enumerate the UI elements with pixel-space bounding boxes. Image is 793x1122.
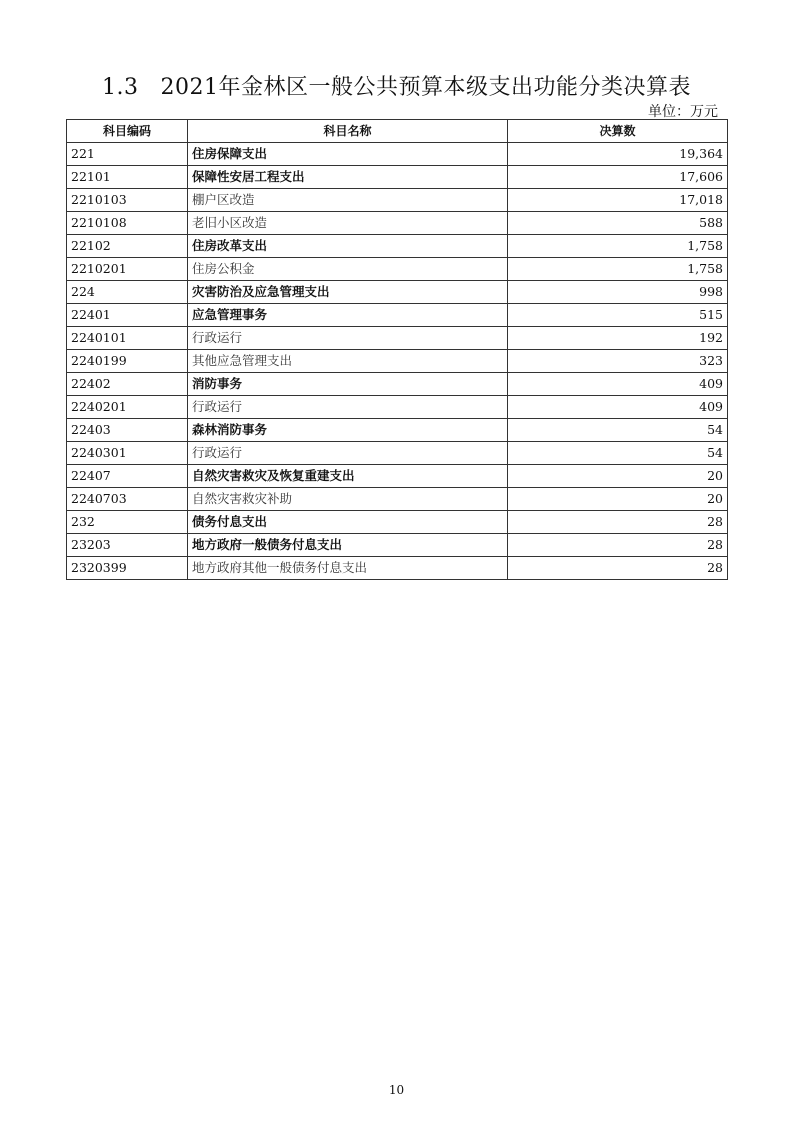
- table-row: [67, 281, 728, 304]
- table-row: [67, 373, 728, 396]
- row-name: 老旧小区改造: [188, 212, 508, 235]
- row-amount: 515: [508, 304, 728, 327]
- budget-table: [66, 119, 728, 580]
- row-amount: 17,606: [508, 166, 728, 189]
- row-code: 221: [67, 143, 188, 166]
- row-name: 住房改革支出: [188, 235, 508, 258]
- section-number: 1.3: [102, 75, 139, 100]
- row-amount: 28: [508, 534, 728, 557]
- row-amount: 20: [508, 465, 728, 488]
- row-code: 2240301: [67, 442, 188, 465]
- row-amount: 1,758: [508, 235, 728, 258]
- row-amount: 409: [508, 373, 728, 396]
- row-amount: 19,364: [508, 143, 728, 166]
- row-name: 住房公积金: [188, 258, 508, 281]
- row-code: 2240101: [67, 327, 188, 350]
- table-row: [67, 235, 728, 258]
- page-title: [0, 70, 793, 101]
- table-row: [67, 488, 728, 511]
- row-amount: 28: [508, 511, 728, 534]
- row-amount: 323: [508, 350, 728, 373]
- row-amount: 409: [508, 396, 728, 419]
- row-code: 2240703: [67, 488, 188, 511]
- row-amount: 588: [508, 212, 728, 235]
- row-amount: 54: [508, 442, 728, 465]
- row-code: 2210201: [67, 258, 188, 281]
- row-name: 其他应急管理支出: [188, 350, 508, 373]
- row-code: 22102: [67, 235, 188, 258]
- row-name: 住房保障支出: [188, 143, 508, 166]
- row-amount: 998: [508, 281, 728, 304]
- row-name: 森林消防事务: [188, 419, 508, 442]
- row-name: 债务付息支出: [188, 511, 508, 534]
- row-amount: 28: [508, 557, 728, 580]
- table-row: [67, 465, 728, 488]
- row-code: 22403: [67, 419, 188, 442]
- table-row: [67, 304, 728, 327]
- header-name: 科目名称: [188, 120, 508, 143]
- row-name: 自然灾害救灾补助: [188, 488, 508, 511]
- row-name: 行政运行: [188, 396, 508, 419]
- row-name: 保障性安居工程支出: [188, 166, 508, 189]
- row-name: 地方政府其他一般债务付息支出: [188, 557, 508, 580]
- table-row: [67, 189, 728, 212]
- row-name: 灾害防治及应急管理支出: [188, 281, 508, 304]
- row-code: 22402: [67, 373, 188, 396]
- page-number: 10: [388, 1083, 405, 1097]
- table-row: [67, 442, 728, 465]
- row-name: 行政运行: [188, 442, 508, 465]
- row-name: 棚户区改造: [188, 189, 508, 212]
- row-amount: 1,758: [508, 258, 728, 281]
- row-name: 消防事务: [188, 373, 508, 396]
- table-row: [67, 258, 728, 281]
- title-text: 2021年金林区一般公共预算本级支出功能分类决算表: [160, 75, 691, 100]
- row-code: 2240199: [67, 350, 188, 373]
- row-code: 22101: [67, 166, 188, 189]
- row-name: 行政运行: [188, 327, 508, 350]
- row-code: 2210108: [67, 212, 188, 235]
- row-code: 23203: [67, 534, 188, 557]
- table-row: [67, 557, 728, 580]
- row-code: 2210103: [67, 189, 188, 212]
- unit-label: 单位：万元: [648, 104, 718, 120]
- row-code: 2320399: [67, 557, 188, 580]
- table-header-row: [67, 120, 728, 143]
- row-amount: 20: [508, 488, 728, 511]
- table-row: [67, 396, 728, 419]
- table-row: [67, 327, 728, 350]
- row-code: 22401: [67, 304, 188, 327]
- table-row: [67, 534, 728, 557]
- table-row: [67, 143, 728, 166]
- table-row: [67, 350, 728, 373]
- row-amount: 54: [508, 419, 728, 442]
- table-row: [67, 166, 728, 189]
- row-code: 232: [67, 511, 188, 534]
- row-name: 应急管理事务: [188, 304, 508, 327]
- header-code: 科目编码: [67, 120, 188, 143]
- row-name: 自然灾害救灾及恢复重建支出: [188, 465, 508, 488]
- table-body: [67, 143, 728, 580]
- table-row: [67, 212, 728, 235]
- row-amount: 17,018: [508, 189, 728, 212]
- header-amount: 决算数: [508, 120, 728, 143]
- row-name: 地方政府一般债务付息支出: [188, 534, 508, 557]
- row-code: 2240201: [67, 396, 188, 419]
- row-amount: 192: [508, 327, 728, 350]
- row-code: 22407: [67, 465, 188, 488]
- row-code: 224: [67, 281, 188, 304]
- table-row: [67, 419, 728, 442]
- table-row: [67, 511, 728, 534]
